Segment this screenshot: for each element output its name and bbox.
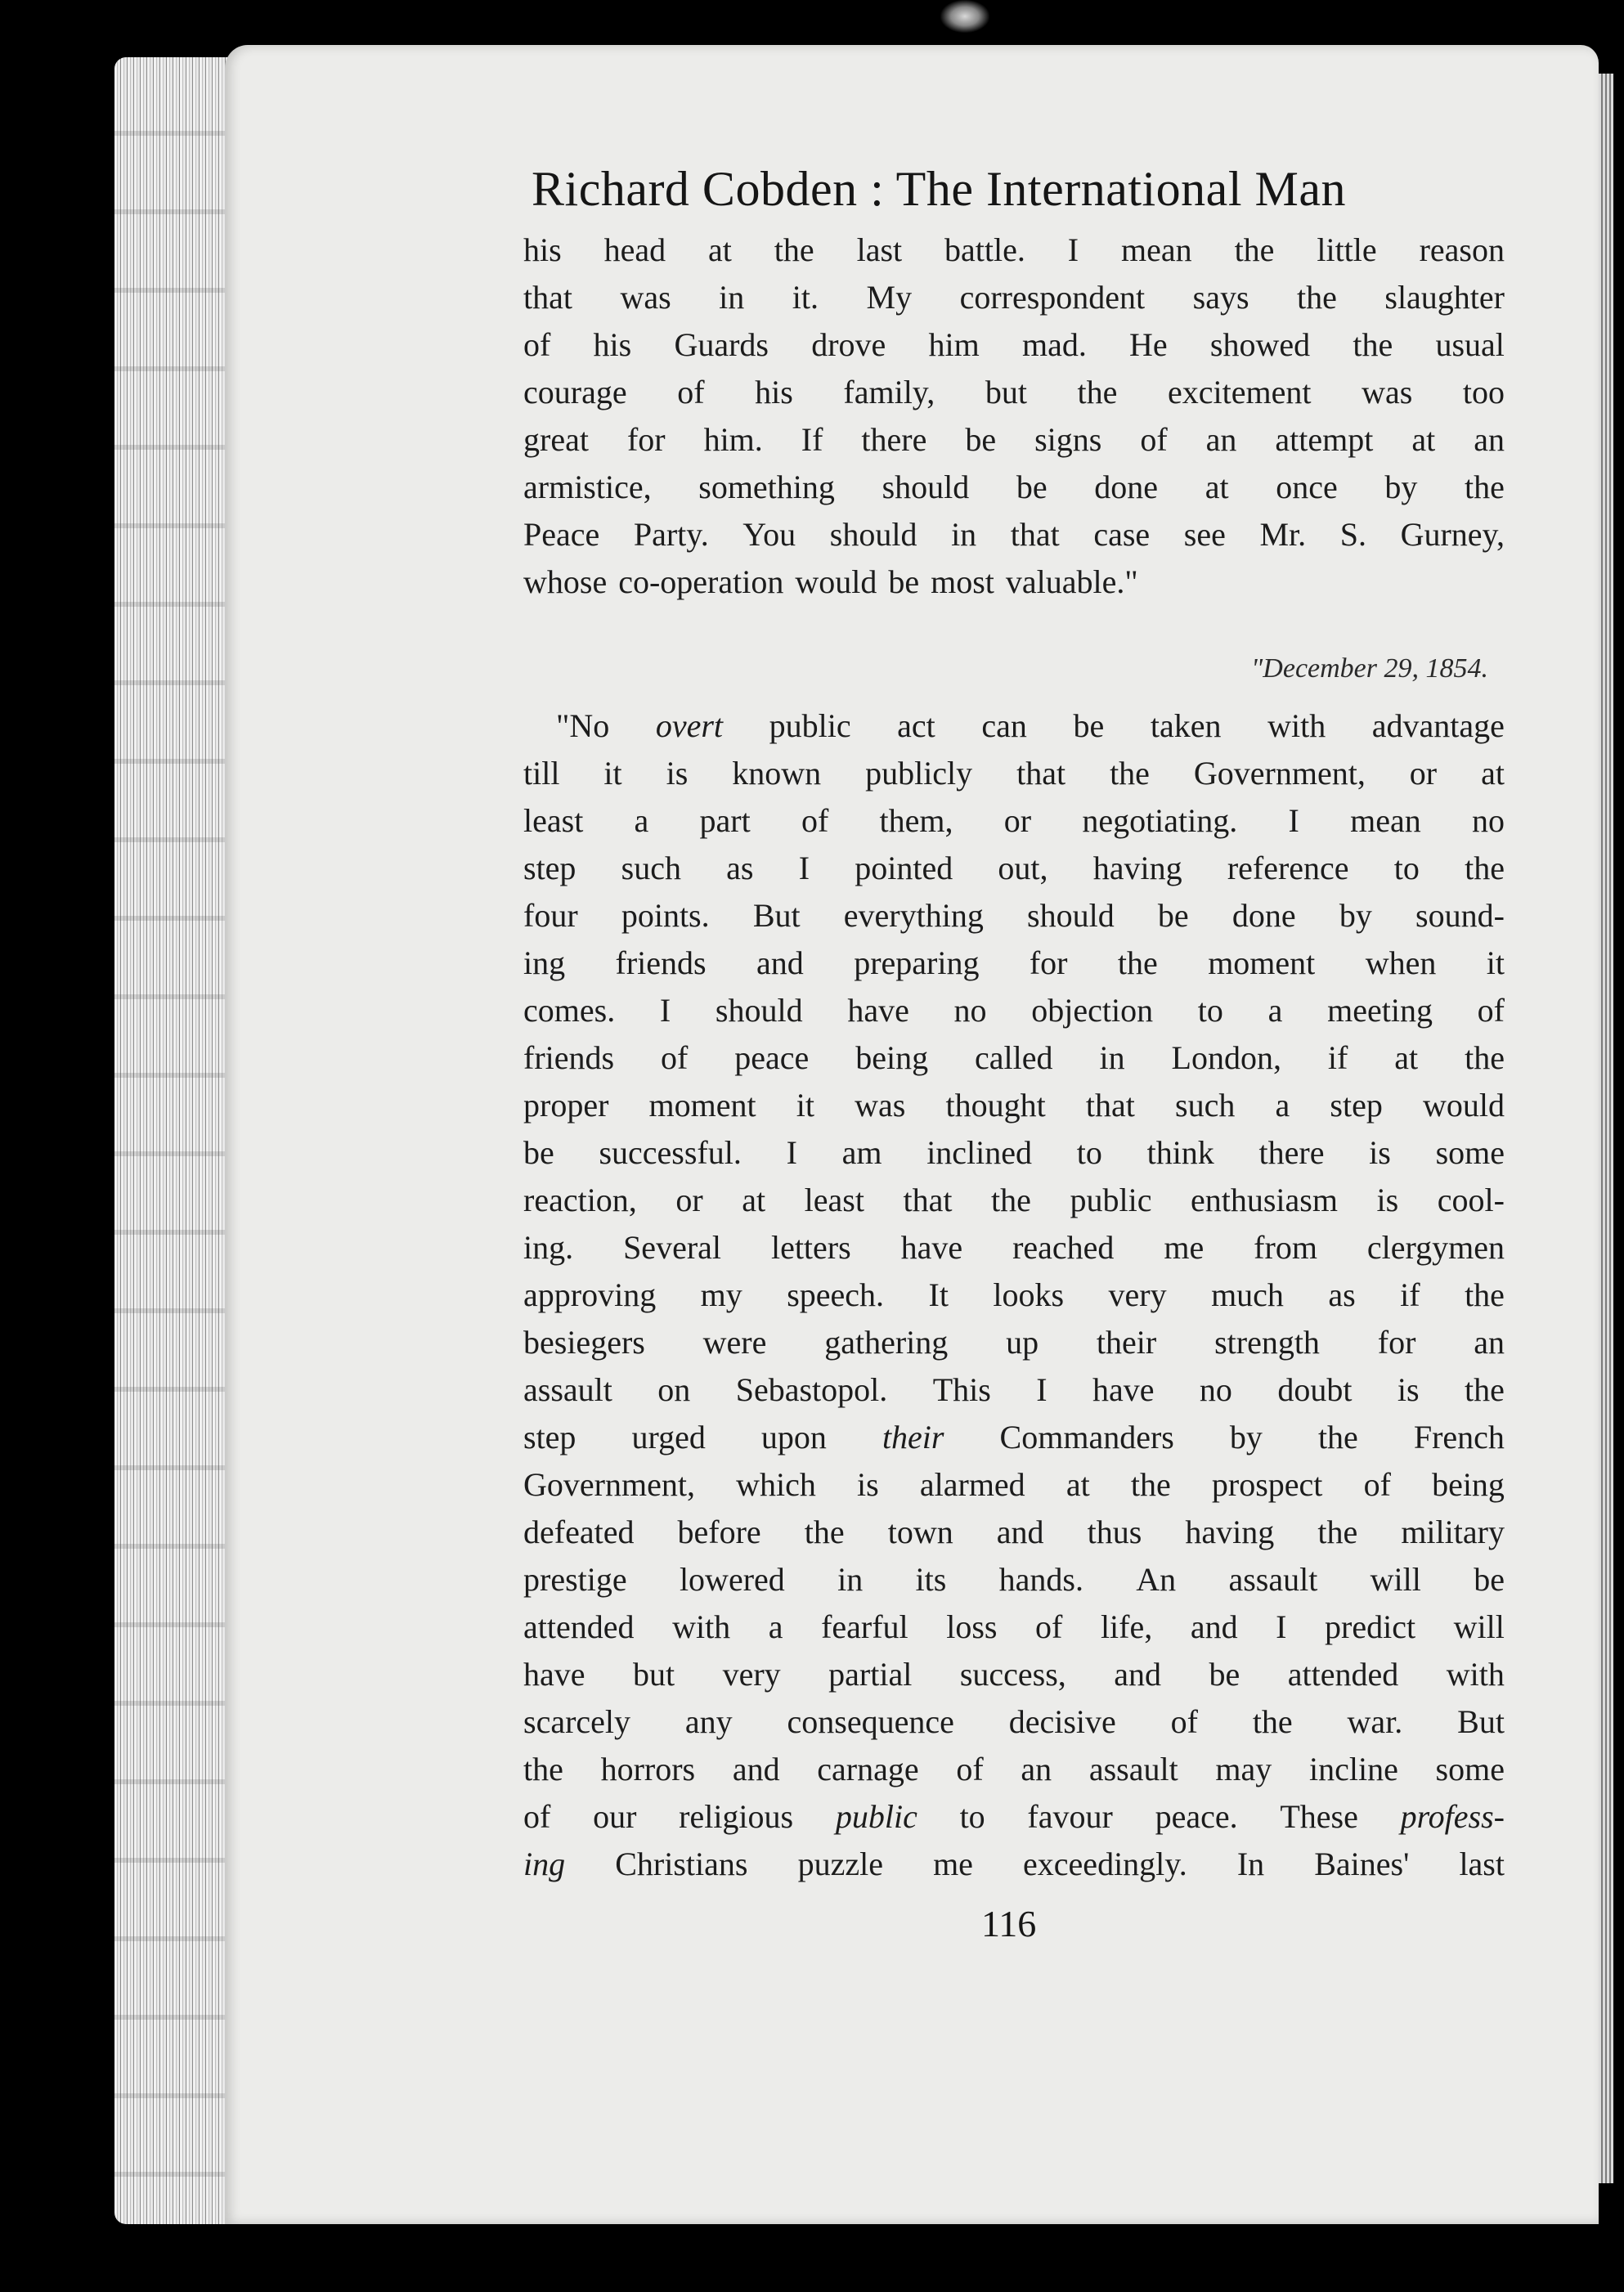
book-page-edges [114, 57, 237, 2224]
text-line: step such as I pointed out, having reference to the [523, 850, 1505, 886]
text-line: defeated before the town and thus having the military [523, 1514, 1505, 1550]
text-line: his head at the last battle. I mean the little reason [523, 231, 1505, 268]
text-line: have but very partial success, and be attended with [523, 1656, 1505, 1693]
text-line: the horrors and carnage of an assault may incline some [523, 1751, 1505, 1787]
paragraph-1 [523, 227, 1505, 606]
text-line: of his Guards drove him mad. He showed the usual [523, 326, 1505, 363]
letter-dateline: "December 29, 1854. [1251, 653, 1488, 684]
text-line: assault on Sebastopol. This I have no doubt is the [523, 1371, 1505, 1408]
text-line: armistice, something should be done at once by the [523, 469, 1505, 505]
text-line: be successful. I am inclined to think there is some [523, 1134, 1505, 1171]
text-line: four points. But everything should be done by sound- [523, 897, 1505, 934]
text-line: friends of peace being called in London, if at the [523, 1039, 1505, 1076]
text-line: that was in it. My correspondent says the slaughter [523, 279, 1505, 316]
text-line: Peace Party. You should in that case see Mr. S. Gurney, [523, 516, 1505, 553]
text-line: reaction, or at least that the public enthusiasm is cool- [523, 1182, 1505, 1218]
paragraph-2 [523, 702, 1505, 1888]
text-line: approving my speech. It looks very much as if the [523, 1276, 1505, 1313]
text-line: Government, which is alarmed at the prospect of being [523, 1466, 1505, 1503]
text-line: of our religious public to favour peace. These profess- [523, 1798, 1505, 1835]
text-line: comes. I should have no objection to a meeting of [523, 992, 1505, 1029]
text-line: ing friends and preparing for the moment when it [523, 944, 1505, 981]
text-line: step urged upon their Commanders by the French [523, 1419, 1505, 1455]
text-line: ing Christians puzzle me exceedingly. In Baines' last [523, 1846, 1505, 1882]
text-line: great for him. If there be signs of an attempt at an [523, 421, 1505, 458]
text-line: proper moment it was thought that such a step would [523, 1087, 1505, 1124]
text-line: ing. Several letters have reached me from clergymen [523, 1229, 1505, 1266]
page-number: 116 [981, 1903, 1037, 1944]
text-line: least a part of them, or negotiating. I mean no [523, 802, 1505, 839]
page-text-block [523, 151, 1505, 1949]
running-head: Richard Cobden : The International Man [532, 162, 1346, 216]
scan-top-mark [940, 0, 989, 33]
text-line: prestige lowered in its hands. An assault will be [523, 1561, 1505, 1598]
text-line: attended with a fearful loss of life, and I predict will [523, 1608, 1505, 1645]
text-line: till it is known publicly that the Government, or at [523, 755, 1505, 792]
text-line: courage of his family, but the excitement was too [523, 374, 1505, 410]
text-line: whose co-operation would be most valuable." [523, 563, 1138, 600]
text-line: scarcely any consequence decisive of the war. But [523, 1703, 1505, 1740]
text-line: besiegers were gathering up their strength for an [523, 1324, 1505, 1361]
text-line: "No overt public act can be taken with advantage [556, 707, 1505, 744]
